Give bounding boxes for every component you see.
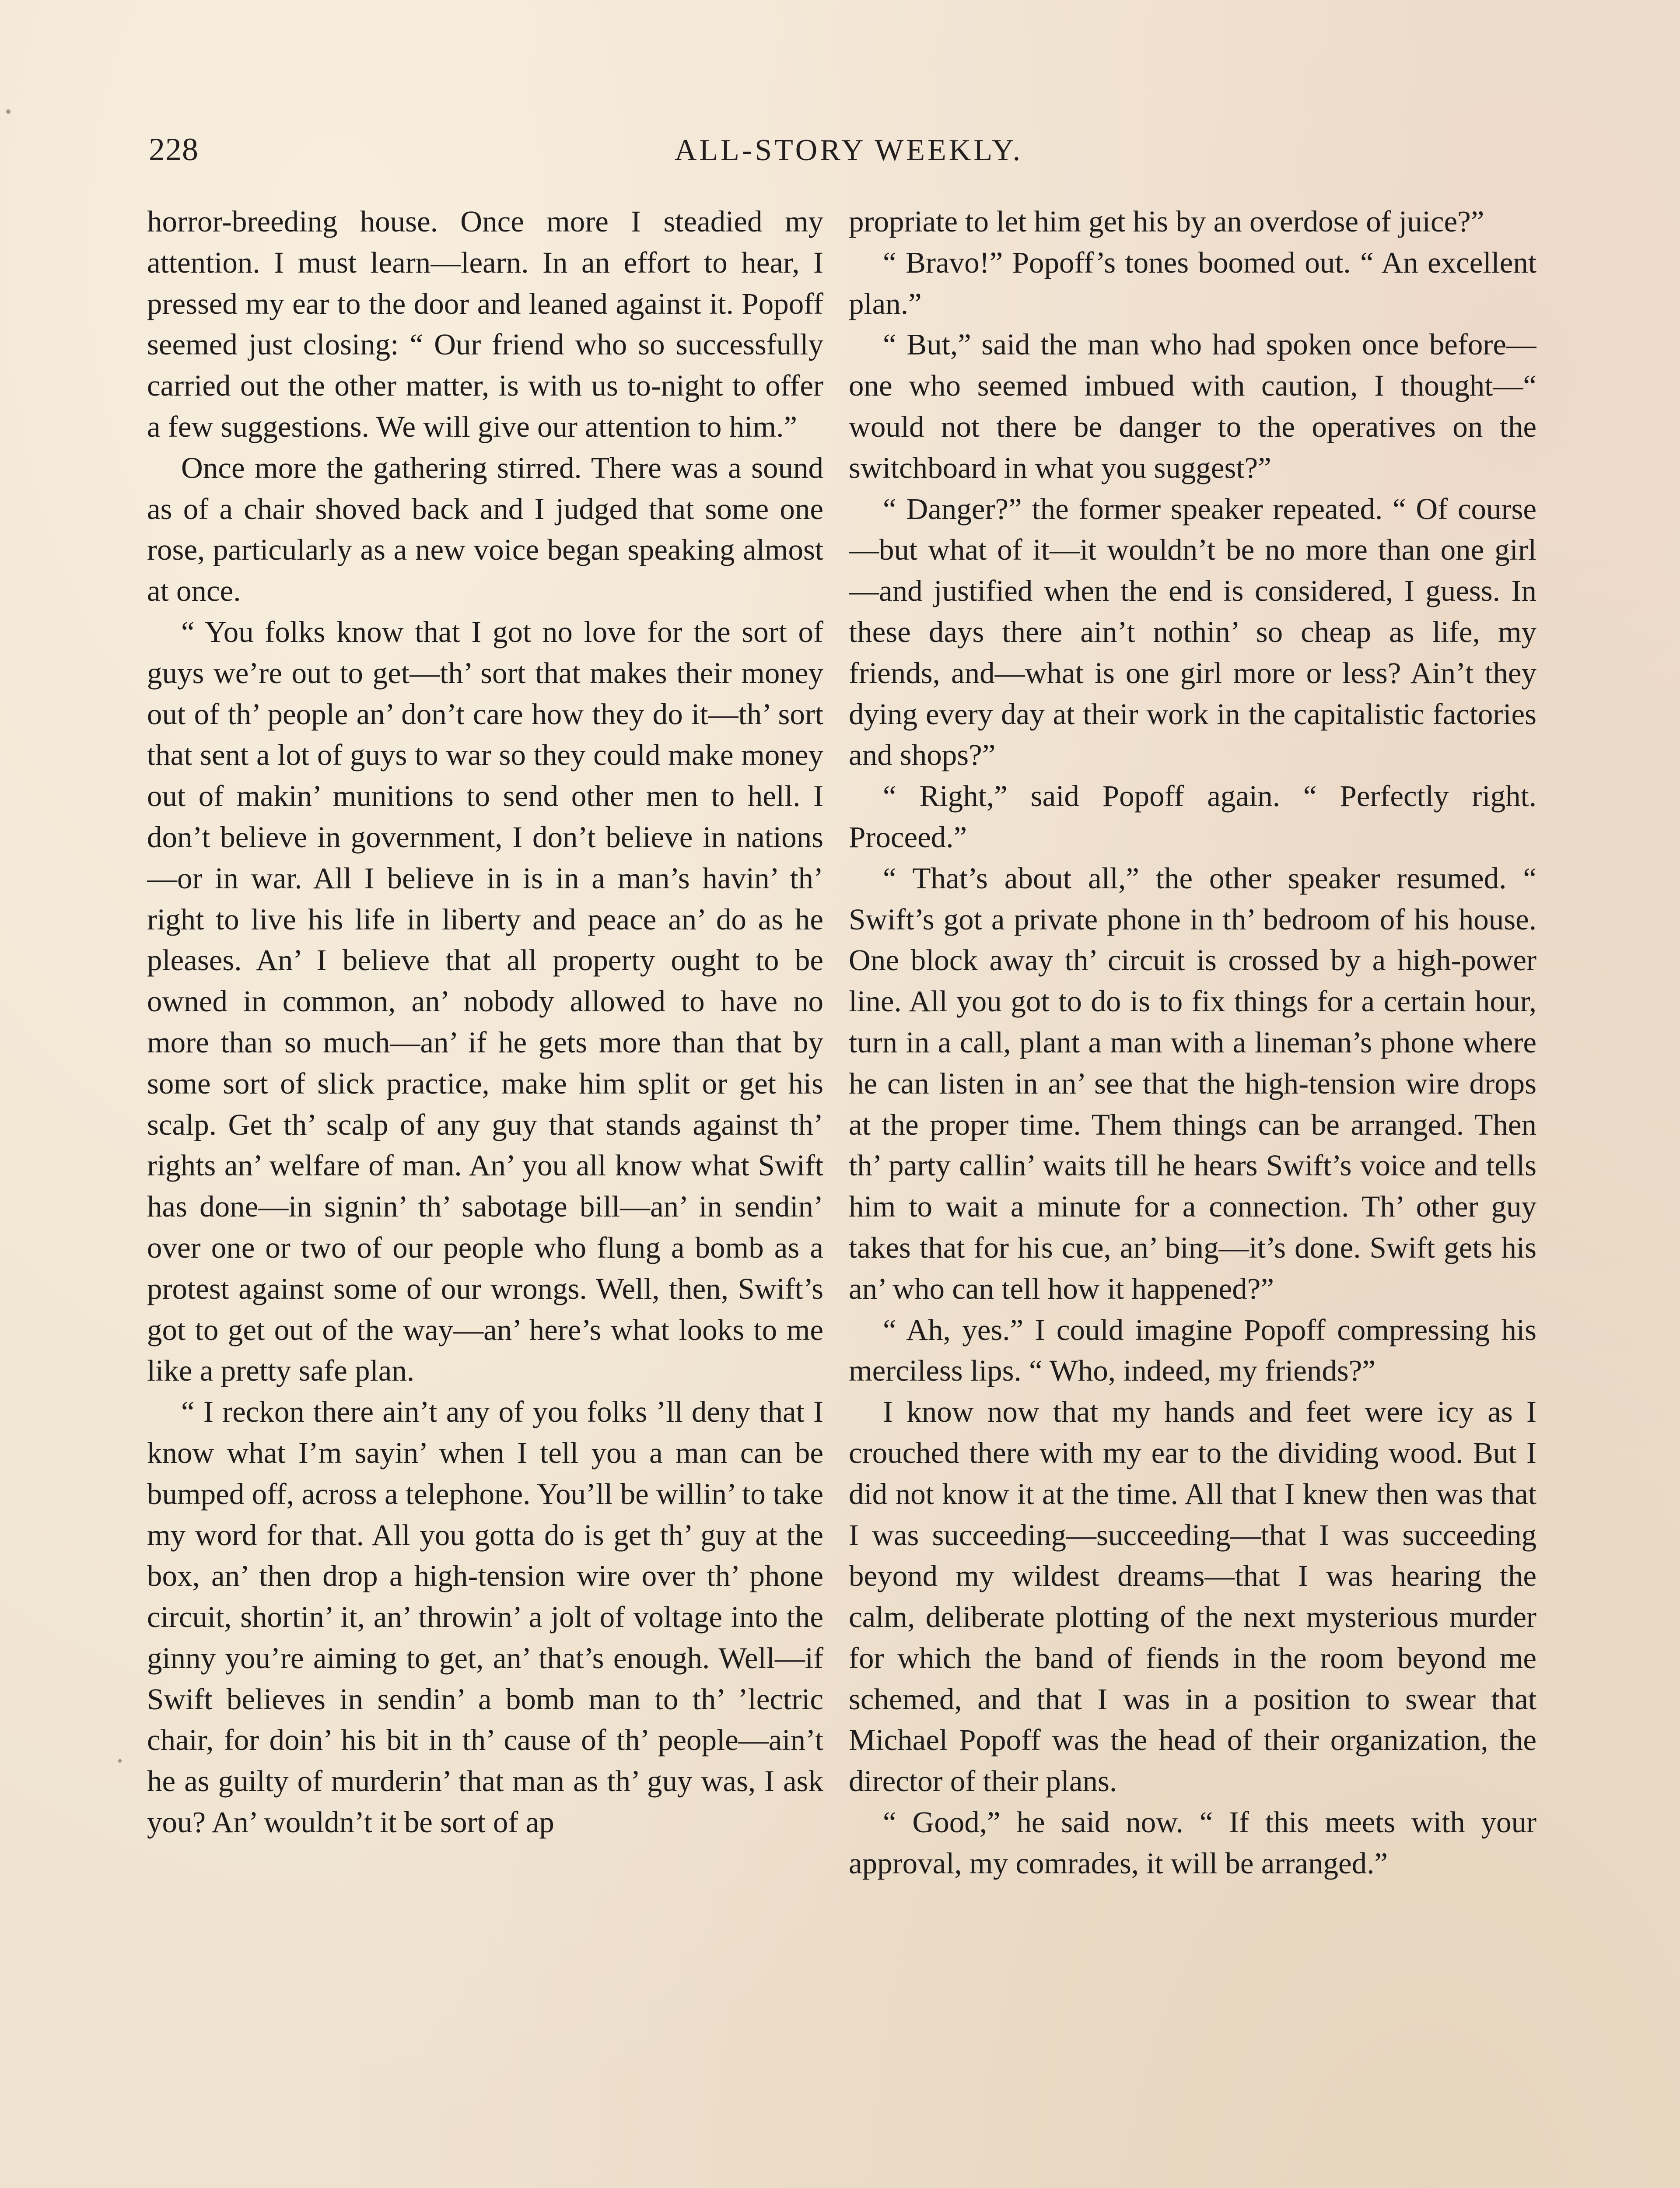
page-number: 228 [149,132,199,168]
paragraph: “ Ah, yes.” I could imagine Popoff compressing his merciless lips. “ Who, indeed, my friends?” [849,1313,1536,1388]
paragraph: “ But,” said the man who had spoken once before—one who seemed imbued with caution, I thought—“ would not there be danger to the operatives on the switchboard in what you suggest?” [849,328,1536,484]
paragraph: Once more the gathering stirred. There was a sound as of a chair shoved back and I judged that some one rose, particularly as a new voice began speaking almost at once. [147,451,823,608]
paragraph: horror-breeding house. Once more I steadied my attention. I must learn—learn. In an effort to hear, I pressed my ear to the door and leaned against it. Popoff seemed just closing: “ Our friend who so successfully carried out the other matter, is with us to-night to offer a few suggestions. We will give our attention to him.” [147,205,823,443]
paragraph: “ Right,” said Popoff again. “ Perfectly right. Proceed.” [849,779,1536,854]
running-title: ALL-STORY WEEKLY. [674,133,1023,167]
paragraph: “ Good,” he said now. “ If this meets with your approval, my comrades, it will be arranged.” [849,1806,1536,1880]
paragraph: “ That’s about all,” the other speaker resumed. “ Swift’s got a private phone in th’ bedroom of his house. One block away th’ circuit is crossed by a high-power line. All you got to do is to fix things for a certain hour, turn in a call, plant a man with a lineman’s phone where he can listen in an’ see that the high-tension wire drops at the proper time. Them things can be arranged. Then th’ party callin’ waits till he hears Swift’s voice and tells him to wait a minute for a connection. Th’ other guy takes that for his cue, an’ bing—it’s done. Swift gets his an’ who can tell how it happened?” [849,861,1536,1305]
paragraph: “ I reckon there ain’t any of you folks ’ll deny that I know what I’m sayin’ when I tell you a man can be bumped off, across a telephone. You’ll be willin’ to take my word for that. All you gotta do is get th’ guy at the box, an’ then drop a high-tension wire over th’ phone circuit, shortin’ it, an’ throwin’ a jolt of voltage into the ginny you’re aiming to get, an’ that’s enough. Well—if Swift believes in sendin’ a bomb man to th’ ’lectric chair, for doin’ his bit in th’ cause of th’ people—ain’t he as guilty of murderin’ that man as th’ guy was, I ask you? An’ wouldn’t it be sort of ap [147,1395,823,1839]
paragraph: I know now that my hands and feet were icy as I crouched there with my ear to the dividing wood. But I did not know it at the time. All that I knew then was that I was succeeding—succeeding—that I was succeeding beyond my wildest dreams—that I was hearing the calm, deliberate plotting of the next mysterious murder for which the band of fiends in the room beyond me schemed, and that I was in a position to swear that Michael Popoff was the head of their organization, the director of their plans. [849,1395,1536,1798]
page-header [149,131,1549,184]
paragraph: “ Bravo!” Popoff’s tones boomed out. “ An excellent plan.” [849,245,1536,320]
paper-speck [118,1759,122,1763]
right-column [849,201,1536,2188]
left-column [147,201,823,2188]
paragraph: “ Danger?” the former speaker repeated. “ Of course—but what of it—it wouldn’t be no more than one girl—and justified when the end is considered, I guess. In these days there ain’t nothin’ so cheap as life, my friends, and—what is one girl more or less? Ain’t they dying every day at their work in the capitalistic factories and shops?” [849,492,1536,772]
paragraph: “ You folks know that I got no love for the sort of guys we’re out to get—th’ sort that makes their money out of th’ people an’ don’t care how they do it—th’ sort that sent a lot of guys to war so they could make money out of makin’ munitions to send other men to hell. I don’t believe in government, I don’t believe in nations—or in war. All I believe in is in a man’s havin’ th’ right to live his life in liberty and peace an’ do as he pleases. An’ I believe that all property ought to be owned in common, an’ nobody allowed to have no more than so much—an’ if he gets more than that by some sort of slick practice, make him split or get his scalp. Get th’ scalp of any guy that stands against th’ rights an’ welfare of man. An’ you all know what Swift has done—in signin’ th’ sabotage bill—an’ in sendin’ over one or two of our people who flung a bomb as a protest against some of our wrongs. Well, then, Swift’s got to get out of the way—an’ here’s what looks to me like a pretty safe plan. [147,615,823,1388]
paper-speck [6,109,10,114]
paragraph: propriate to let him get his by an overdose of juice?” [849,205,1484,238]
